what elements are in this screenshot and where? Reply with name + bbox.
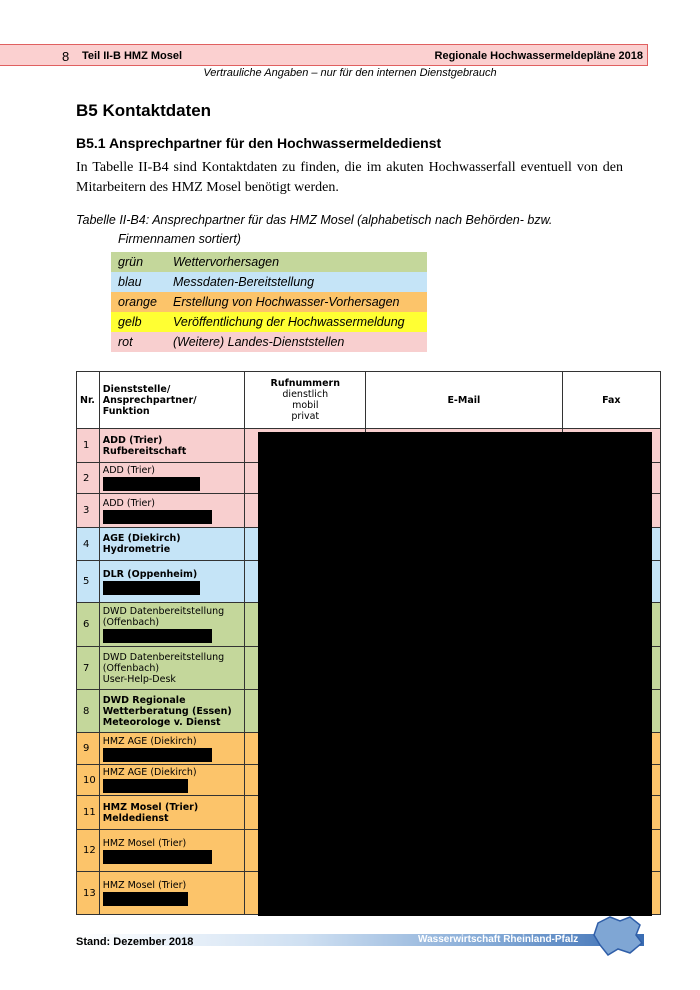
redacted-name xyxy=(103,629,212,643)
heading-ansprechpartner: B5.1 Ansprechpartner für den Hochwassermeldedienst xyxy=(76,135,442,151)
dienststelle-line1: DWD Datenbereitstellung xyxy=(102,651,225,663)
row-dienststelle xyxy=(99,528,245,561)
redacted-name xyxy=(103,510,212,524)
dienststelle-line1: HMZ AGE (Diekirch) xyxy=(102,735,197,747)
row-number: 7 xyxy=(77,647,100,690)
row-number: 5 xyxy=(77,561,100,603)
intro-paragraph: In Tabelle II-B4 sind Kontaktdaten zu finden, die im akuten Hochwasserfall eventuell von den Mitarbeitern des HMZ Mosel benötigt werden. xyxy=(76,160,623,195)
dienststelle-line2: Hydrometrie xyxy=(102,544,171,555)
redacted-name xyxy=(103,892,188,906)
heading-kontaktdaten: B5 Kontaktdaten xyxy=(76,101,212,120)
row-number: 6 xyxy=(77,603,100,647)
legend-row-rot xyxy=(111,332,427,352)
footer-stand: Stand: Dezember 2018 xyxy=(76,936,194,948)
row-number: 12 xyxy=(77,830,100,872)
row-number: 8 xyxy=(77,690,100,733)
row-number: 4 xyxy=(77,528,100,561)
dienststelle-line1: DWD Datenbereitstellung xyxy=(102,606,225,617)
row-dienststelle xyxy=(99,765,245,796)
legend-row-orange xyxy=(111,292,427,312)
legend-color-name: gelb xyxy=(118,315,142,329)
row-dienststelle xyxy=(99,561,245,603)
row-number: 11 xyxy=(77,796,100,830)
row-number: 9 xyxy=(77,733,100,765)
legend-description: Messdaten-Bereitstellung xyxy=(173,275,315,289)
row-number: 2 xyxy=(77,463,100,494)
table-caption: Tabelle II-B4: Ansprechpartner für das HMZ Mosel (alphabetisch nach Behörden- bzw. xyxy=(76,213,553,227)
dienststelle-line2: Wetterberatung (Essen) xyxy=(102,705,232,717)
legend-color-name: blau xyxy=(118,275,142,289)
document-title: Regionale Hochwassermeldepläne 2018 xyxy=(434,50,643,62)
row-dienststelle xyxy=(99,796,245,830)
legend-row-gelb xyxy=(111,312,427,332)
section-title: Teil II-B HMZ Mosel xyxy=(82,50,183,62)
rlp-map-logo xyxy=(590,913,646,957)
dienststelle-line3: Meteorologe v. Dienst xyxy=(102,716,221,728)
dienststelle-line1: ADD (Trier) xyxy=(102,465,155,476)
row-dienststelle xyxy=(99,872,245,915)
legend-color-name: orange xyxy=(118,295,157,309)
legend-description: Wettervorhersagen xyxy=(173,255,280,269)
row-dienststelle xyxy=(99,463,245,494)
table-caption-cont: Firmennamen sortiert) xyxy=(118,232,241,246)
dienststelle-line2: (Offenbach) xyxy=(102,617,160,628)
legend-row-grün xyxy=(111,252,427,272)
row-dienststelle xyxy=(99,429,245,463)
dienststelle-line3: User-Help-Desk xyxy=(102,673,176,685)
legend-description: Erstellung von Hochwasser-Vorhersagen xyxy=(173,295,400,309)
redacted-name xyxy=(103,477,200,491)
col-header-rufnummern xyxy=(245,372,366,429)
dienststelle-line1: HMZ Mosel (Trier) xyxy=(102,801,199,813)
row-dienststelle xyxy=(99,690,245,733)
redacted-contact-block xyxy=(258,432,652,916)
dienststelle-line2: (Offenbach) xyxy=(102,662,160,674)
color-legend xyxy=(111,252,427,352)
page-number: 8 xyxy=(62,49,70,64)
row-dienststelle xyxy=(99,830,245,872)
rufnummern-privat: privat xyxy=(291,411,320,422)
dienststelle-line2: Meldedienst xyxy=(102,812,169,824)
dienststelle-line1: ADD (Trier) xyxy=(102,434,163,446)
dienststelle-line1: ADD (Trier) xyxy=(102,497,155,509)
dienststelle-line1: HMZ AGE (Diekirch) xyxy=(102,767,197,778)
redacted-name xyxy=(103,850,212,864)
rufnummern-mobil: mobil xyxy=(292,400,319,411)
row-number: 1 xyxy=(77,429,100,463)
dienststelle-line2: Rufbereitschaft xyxy=(102,445,187,457)
dienststelle-line1: HMZ Mosel (Trier) xyxy=(102,837,187,849)
rufnummern-title: Rufnummern xyxy=(270,378,340,389)
page-header xyxy=(0,44,648,66)
confidential-note: Vertrauliche Angaben – nur für den internen Dienstgebrauch xyxy=(203,67,497,79)
redacted-name xyxy=(103,748,212,762)
dienststelle-line1: DLR (Oppenheim) xyxy=(102,568,198,580)
col-header-nr: Nr. xyxy=(77,372,100,429)
redacted-name xyxy=(103,581,200,595)
row-dienststelle xyxy=(99,647,245,690)
row-dienststelle xyxy=(99,603,245,647)
row-number: 10 xyxy=(77,765,100,796)
rufnummern-dienstlich: dienstlich xyxy=(282,389,329,400)
legend-description: Veröffentlichung der Hochwassermeldung xyxy=(173,315,405,329)
row-dienststelle xyxy=(99,494,245,528)
col-header-dienststelle: Dienststelle/ Ansprechpartner/ Funktion xyxy=(99,372,245,429)
legend-color-name: rot xyxy=(118,335,133,349)
row-dienststelle xyxy=(99,733,245,765)
dienststelle-line1: AGE (Diekirch) xyxy=(102,533,181,544)
legend-color-name: grün xyxy=(118,255,144,269)
dienststelle-line1: DWD Regionale xyxy=(102,694,186,706)
row-number: 13 xyxy=(77,872,100,915)
legend-description: (Weitere) Landes-Dienststellen xyxy=(173,335,345,349)
dienststelle-line1: HMZ Mosel (Trier) xyxy=(102,880,187,891)
redacted-name xyxy=(103,779,188,793)
legend-row-blau xyxy=(111,272,427,292)
col-header-email: E-Mail xyxy=(366,372,563,429)
row-number: 3 xyxy=(77,494,100,528)
col-header-fax: Fax xyxy=(562,372,660,429)
footer-brand: Wasserwirtschaft Rheinland-Pfalz xyxy=(418,934,579,945)
